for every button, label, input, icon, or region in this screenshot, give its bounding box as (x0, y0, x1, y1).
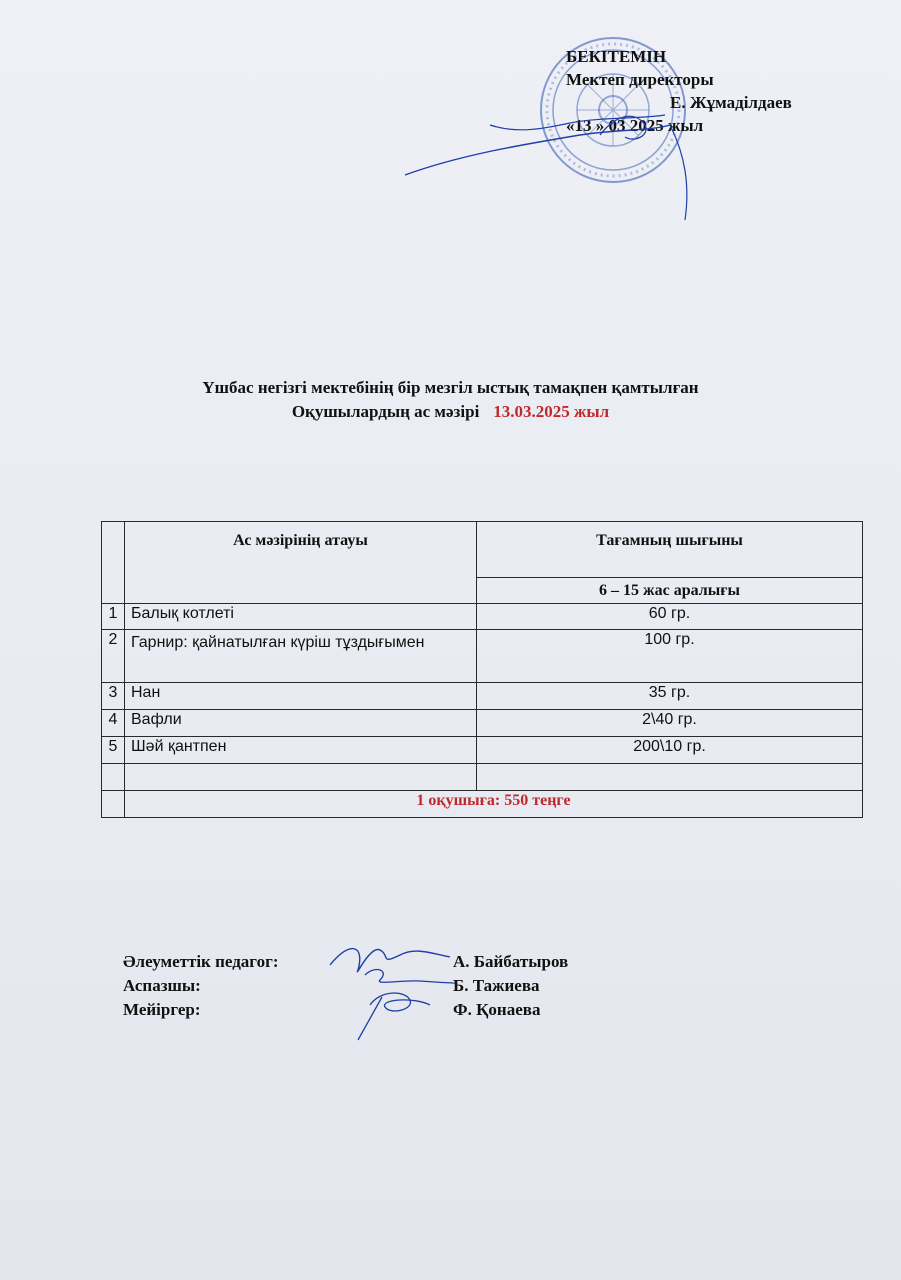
menu-date: 13.03.2025 жыл (493, 402, 610, 421)
approval-date: «13 » 03 2025 жыл (566, 116, 704, 135)
row-num: 1 (102, 604, 125, 630)
row-name: Нан (125, 683, 477, 710)
row-amount: 35 гр. (477, 683, 863, 710)
header-name-cell: Ас мәзірінің атауы (125, 522, 477, 604)
approval-heading: БЕКІТЕМІН (566, 47, 667, 66)
header-num-cell (102, 522, 125, 604)
row-name: Балық котлеті (125, 604, 477, 630)
row-amount: 60 гр. (477, 604, 863, 630)
signatory-row (123, 974, 643, 998)
signatories-block (123, 950, 643, 1022)
row-amount: 100 гр. (477, 630, 863, 683)
signatory-role: Аспазшы: (123, 976, 201, 995)
table-row (102, 710, 863, 737)
row-name: Вафли (125, 710, 477, 737)
title-line-2 (0, 400, 901, 424)
row-num: 3 (102, 683, 125, 710)
signatory-name: А. Байбатыров (453, 952, 569, 971)
total-cost: 1 оқушыға: 550 теңге (125, 791, 863, 818)
document-title (0, 376, 901, 424)
table-empty-row (102, 764, 863, 791)
row-amount: 200\10 гр. (477, 737, 863, 764)
age-group-cell: 6 – 15 жас аралығы (477, 578, 863, 604)
row-name: Шәй қантпен (125, 737, 477, 764)
row-amount: 2\40 гр. (477, 710, 863, 737)
header-amount-cell: Тағамның шығыны (477, 522, 863, 578)
empty-cell (102, 764, 125, 791)
table-row (102, 737, 863, 764)
director-signature-icon (400, 95, 720, 225)
row-num: 4 (102, 710, 125, 737)
title-menu-label: Оқушылардың ас мәзірі (291, 402, 480, 421)
signatory-name: Ф. Қонаева (453, 1000, 541, 1019)
table-header-row (102, 522, 863, 578)
empty-cell (125, 764, 477, 791)
menu-table (101, 521, 863, 818)
table-row (102, 683, 863, 710)
director-name: Е. Жұмаділдаев (670, 93, 792, 112)
signatory-role: Әлеуметтік педагог: (123, 952, 279, 971)
row-num: 5 (102, 737, 125, 764)
signatory-role: Мейіргер: (123, 1000, 201, 1019)
empty-cell (102, 791, 125, 818)
signatory-row (123, 950, 643, 974)
row-num: 2 (102, 630, 125, 683)
title-line-1: Үшбас негізгі мектебінің бір мезгіл ыстық тамақпен қамтылған (202, 378, 699, 397)
table-total-row (102, 791, 863, 818)
signatory-name: Б. Тажиева (453, 976, 540, 995)
table-row (102, 630, 863, 683)
signatory-row (123, 998, 643, 1022)
table-row (102, 604, 863, 630)
empty-cell (477, 764, 863, 791)
approval-position: Мектеп директоры (566, 70, 714, 89)
row-name: Гарнир: қайнатылған күріш тұздығымен (125, 630, 477, 683)
